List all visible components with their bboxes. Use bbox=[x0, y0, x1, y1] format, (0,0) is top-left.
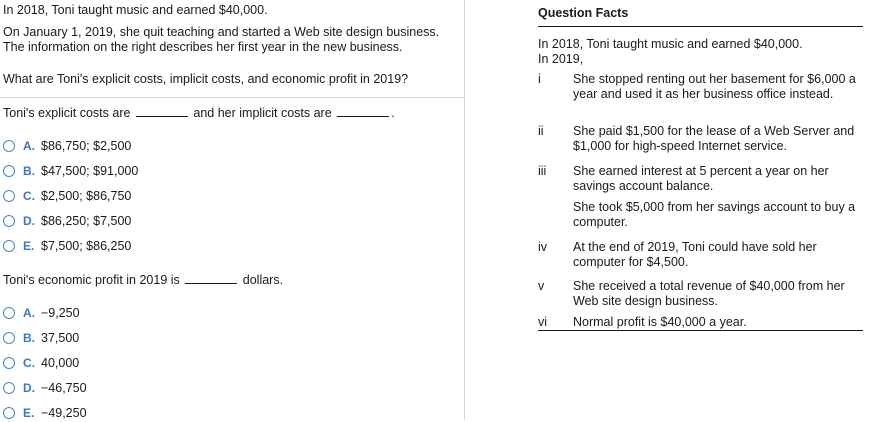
fact-number: iv bbox=[538, 240, 548, 254]
option-value: 37,500 bbox=[41, 331, 80, 345]
part2-option-e[interactable] bbox=[3, 404, 87, 422]
part1-option-e[interactable] bbox=[3, 237, 131, 255]
option-letter: C. bbox=[23, 356, 35, 370]
option-value: $47,500; $91,000 bbox=[41, 164, 139, 178]
part1-option-c[interactable] bbox=[3, 187, 131, 205]
intro-text-2: On January 1, 2019, she quit teaching and started a Web site design business. bbox=[3, 25, 440, 39]
part2-option-c[interactable] bbox=[3, 354, 79, 372]
question-prompt: What are Toni's explicit costs, implicit costs, and economic profit in 2019? bbox=[3, 72, 409, 86]
facts-intro-1: In 2018, Toni taught music and earned $40,000. bbox=[538, 37, 803, 51]
fact-text: She earned interest at 5 percent a year on her savings account balance. bbox=[573, 164, 829, 193]
option-letter: B. bbox=[23, 164, 35, 178]
option-value: −49,250 bbox=[41, 406, 87, 420]
option-value: $2,500; $86,750 bbox=[41, 189, 132, 203]
radio-button-icon[interactable] bbox=[3, 382, 15, 394]
facts-bottom-rule bbox=[538, 330, 863, 331]
facts-intro-2: In 2019, bbox=[538, 52, 584, 66]
radio-button-icon[interactable] bbox=[3, 307, 15, 319]
option-value: −9,250 bbox=[41, 306, 80, 320]
intro-text-1: In 2018, Toni taught music and earned $40,000. bbox=[3, 3, 268, 17]
radio-button-icon[interactable] bbox=[3, 215, 15, 227]
option-letter: A. bbox=[23, 306, 35, 320]
part2-option-b[interactable] bbox=[3, 329, 79, 347]
option-letter: C. bbox=[23, 189, 35, 203]
part1-option-b[interactable] bbox=[3, 162, 138, 180]
divider bbox=[0, 97, 464, 98]
fact-number: i bbox=[538, 72, 541, 86]
part1-option-d[interactable] bbox=[3, 212, 131, 230]
option-letter: D. bbox=[23, 381, 35, 395]
option-letter: A. bbox=[23, 139, 35, 153]
part2-text-after: dollars. bbox=[242, 273, 284, 287]
question-facts-panel bbox=[538, 0, 863, 420]
facts-title-rule bbox=[538, 26, 863, 27]
fact-number: ii bbox=[538, 124, 544, 138]
option-value: 40,000 bbox=[41, 356, 80, 370]
part2-option-a[interactable] bbox=[3, 304, 80, 322]
fact-text: She received a total revenue of $40,000 from her Web site design business. bbox=[573, 279, 845, 308]
part2-option-d[interactable] bbox=[3, 379, 87, 397]
option-letter: E. bbox=[23, 406, 35, 420]
radio-button-icon[interactable] bbox=[3, 357, 15, 369]
radio-button-icon[interactable] bbox=[3, 240, 15, 252]
option-value: $86,750; $2,500 bbox=[41, 139, 132, 153]
radio-button-icon[interactable] bbox=[3, 140, 15, 152]
radio-button-icon[interactable] bbox=[3, 332, 15, 344]
fact-text: She paid $1,500 for the lease of a Web Server and $1,000 for high-speed Internet service. bbox=[573, 124, 855, 153]
fact-text: At the end of 2019, Toni could have sold her computer for $4,500. bbox=[573, 240, 817, 269]
option-letter: B. bbox=[23, 331, 35, 345]
radio-button-icon[interactable] bbox=[3, 407, 15, 419]
fact-number: iii bbox=[538, 164, 547, 178]
fact-number: v bbox=[538, 279, 545, 293]
part1-statement bbox=[3, 105, 395, 121]
part2-text-before: Toni's economic profit in 2019 is bbox=[3, 273, 180, 287]
option-value: −46,750 bbox=[41, 381, 87, 395]
economic-profit-blank bbox=[185, 272, 237, 284]
option-value: $7,500; $86,250 bbox=[41, 239, 132, 253]
option-value: $86,250; $7,500 bbox=[41, 214, 132, 228]
implicit-costs-blank bbox=[337, 105, 389, 117]
radio-button-icon[interactable] bbox=[3, 165, 15, 177]
fact-text: She stopped renting out her basement for $6,000 a year and used it as her business office instead. bbox=[573, 72, 856, 101]
part1-text-before: Toni's explicit costs are bbox=[3, 106, 131, 120]
option-letter: E. bbox=[23, 239, 35, 253]
fact-text: Normal profit is $40,000 a year. bbox=[573, 315, 747, 329]
part1-text-middle: and her implicit costs are bbox=[193, 106, 332, 120]
part1-text-after: . bbox=[391, 106, 395, 120]
intro-text-3: The information on the right describes her first year in the new business. bbox=[3, 40, 403, 54]
fact-number: vi bbox=[538, 315, 548, 329]
part1-option-a[interactable] bbox=[3, 137, 131, 155]
part2-statement bbox=[3, 272, 283, 288]
option-letter: D. bbox=[23, 214, 35, 228]
explicit-costs-blank bbox=[136, 105, 188, 117]
radio-button-icon[interactable] bbox=[3, 190, 15, 202]
facts-title: Question Facts bbox=[538, 6, 629, 20]
fact-text: She took $5,000 from her savings account to buy a computer. bbox=[573, 200, 856, 229]
